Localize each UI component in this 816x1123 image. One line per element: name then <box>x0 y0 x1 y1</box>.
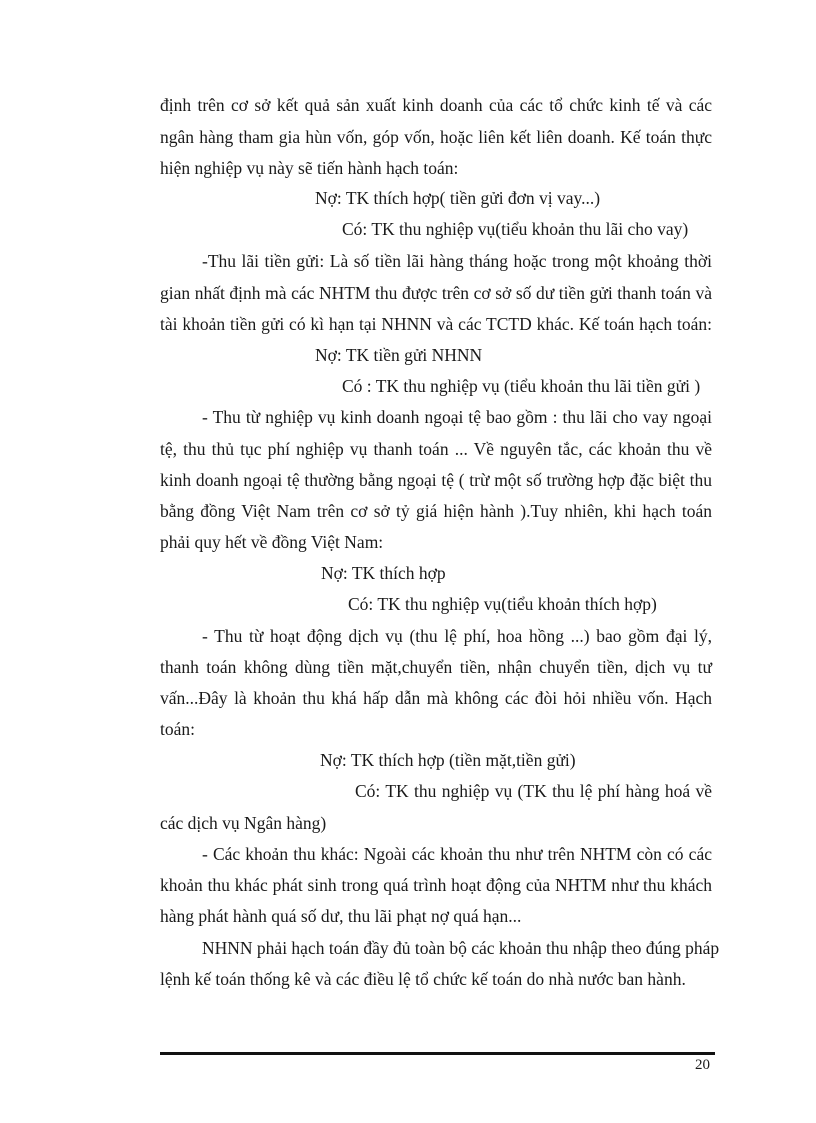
text-line: - Thu từ hoạt động dịch vụ (thu lệ phí, hoa hồng ...) bao gồm đại lý, <box>202 626 712 646</box>
text-line: các dịch vụ Ngân hàng) <box>160 813 327 833</box>
text-line: định trên cơ sở kết quả sản xuất kinh doanh của các tổ chức kinh tế và các <box>160 95 712 115</box>
text-line: kinh doanh ngoại tệ thường bằng ngoại tệ ( trừ một số trường hợp đặc biệt thu <box>160 470 712 490</box>
text-line: gian nhất định mà các NHTM thu được trên cơ sở số dư tiền gửi thanh toán và <box>160 283 712 303</box>
text-line: bằng đồng Việt Nam trên cơ sở tỷ giá hiện hành ).Tuy nhiên, khi hạch toán <box>160 501 712 521</box>
debit-entry: Nợ: TK thích hợp( tiền gửi đơn vị vay...) <box>315 188 601 208</box>
text-line: phải quy hết về đồng Việt Nam: <box>160 532 384 552</box>
text-line: tài khoản tiền gửi có kì hạn tại NHNN và các TCTD khác. Kế toán hạch toán: <box>160 314 712 334</box>
text-line: lệnh kế toán thống kê và các điều lệ tổ chức kế toán do nhà nước ban hành. <box>160 969 686 989</box>
text-line: hiện nghiệp vụ này sẽ tiến hành hạch toán: <box>160 158 459 178</box>
text-line: ngân hàng tham gia hùn vốn, góp vốn, hoặc liên kết liên doanh. Kế toán thực <box>160 127 712 147</box>
text-line: - Các khoản thu khác: Ngoài các khoản thu như trên NHTM còn có các <box>202 844 712 864</box>
text-line: tệ, thu thủ tục phí nghiệp vụ thanh toán ... Về nguyên tắc, các khoản thu về <box>160 439 712 459</box>
credit-entry: Có: TK thu nghiệp vụ(tiểu khoản thu lãi cho vay) <box>342 219 689 239</box>
text-line: hàng phát hành quá số dư, thu lãi phạt nợ quá hạn... <box>160 906 522 926</box>
credit-entry: Có: TK thu nghiệp vụ(tiểu khoản thích hợp) <box>348 594 657 614</box>
text-line: - Thu từ nghiệp vụ kinh doanh ngoại tệ bao gồm : thu lãi cho vay ngoại <box>202 407 712 427</box>
debit-entry: Nợ: TK thích hợp (tiền mặt,tiền gửi) <box>320 750 576 770</box>
credit-entry: Có : TK thu nghiệp vụ (tiểu khoản thu lãi tiền gửi ) <box>342 376 701 396</box>
text-line: toán: <box>160 719 195 739</box>
text-line: thanh toán không dùng tiền mặt,chuyển tiền, nhận chuyển tiền, dịch vụ tư <box>160 657 712 677</box>
debit-entry: Nợ: TK thích hợp <box>321 563 446 583</box>
text-line: vấn...Đây là khoản thu khá hấp dẫn mà không các đòi hỏi nhiều vốn. Hạch <box>160 688 712 708</box>
page-number: 20 <box>695 1057 710 1073</box>
text-line: NHNN phải hạch toán đầy đủ toàn bộ các khoản thu nhập theo đúng pháp <box>202 938 720 958</box>
text-line: -Thu lãi tiền gửi: Là số tiền lãi hàng tháng hoặc trong một khoảng thời <box>202 251 712 271</box>
credit-entry: Có: TK thu nghiệp vụ (TK thu lệ phí hàng hoá về <box>355 781 712 801</box>
debit-entry: Nợ: TK tiền gửi NHNN <box>315 345 483 365</box>
footer-rule <box>160 1052 715 1055</box>
text-line: khoản thu khác phát sinh trong quá trình hoạt động của NHTM như thu khách <box>160 875 712 895</box>
